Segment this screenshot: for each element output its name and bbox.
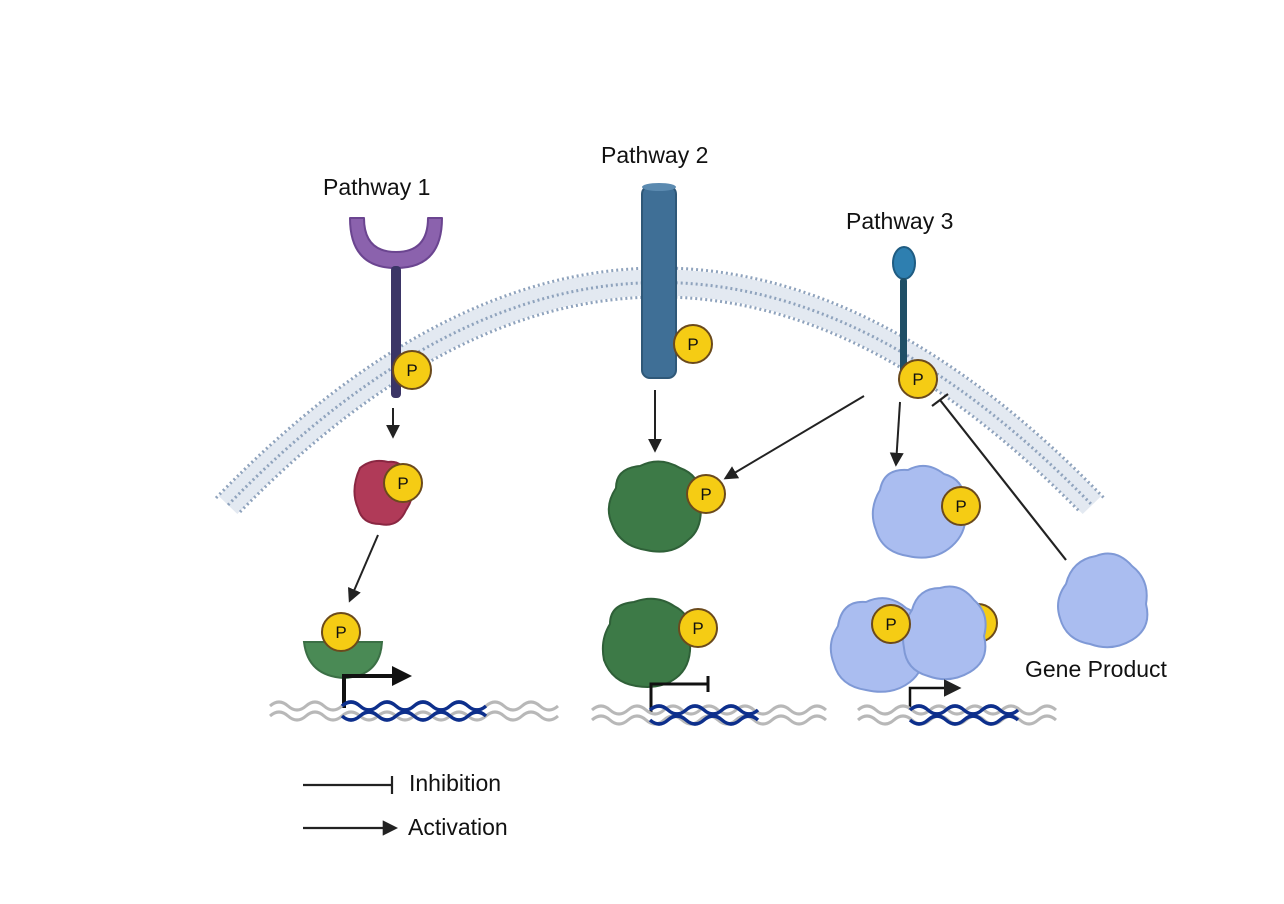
svg-text:P: P (912, 370, 924, 389)
svg-text:P: P (955, 497, 967, 516)
transcription-complex-3b (903, 587, 986, 680)
phosphate-badge (687, 475, 725, 513)
receptor-1-head (350, 218, 442, 268)
legend-inhibition-label: Inhibition (409, 770, 502, 796)
dna-strand (270, 702, 558, 720)
gene-product (1058, 554, 1147, 648)
receptor-3-stalk (900, 278, 907, 376)
pathway-2-label: Pathway 2 (601, 142, 709, 168)
svg-text:P: P (335, 623, 347, 642)
phosphate-badge (393, 351, 431, 389)
phosphate-badge (679, 609, 717, 647)
pathway-2 (592, 183, 826, 724)
activation-arrow (726, 396, 864, 478)
receptor-3-head (893, 247, 915, 279)
legend (303, 776, 395, 828)
activation-arrow (896, 402, 900, 464)
svg-text:P: P (692, 619, 704, 638)
transcription-factor-2 (603, 599, 691, 687)
receptor-2 (642, 186, 676, 378)
phosphate-badge (384, 464, 422, 502)
dna-strand (858, 706, 1056, 724)
legend-activation-label: Activation (408, 814, 508, 840)
dna-strand (592, 706, 826, 724)
kinase-2 (609, 461, 701, 551)
svg-text:P: P (885, 615, 897, 634)
phosphate-badge (322, 613, 360, 651)
gene-product-label: Gene Product (1025, 656, 1167, 682)
phosphate-badge (872, 605, 910, 643)
phosphate-badge (674, 325, 712, 363)
phosphate-badge (942, 487, 980, 525)
activation-arrow (350, 535, 378, 600)
inhibition-bar (932, 394, 948, 406)
svg-text:P: P (406, 361, 418, 380)
svg-text:P: P (687, 335, 699, 354)
svg-text:P: P (397, 474, 409, 493)
pathway-3-label: Pathway 3 (846, 208, 954, 234)
svg-text:P: P (700, 485, 712, 504)
pathway-1-label: Pathway 1 (323, 174, 431, 200)
phosphate-badge (899, 360, 937, 398)
